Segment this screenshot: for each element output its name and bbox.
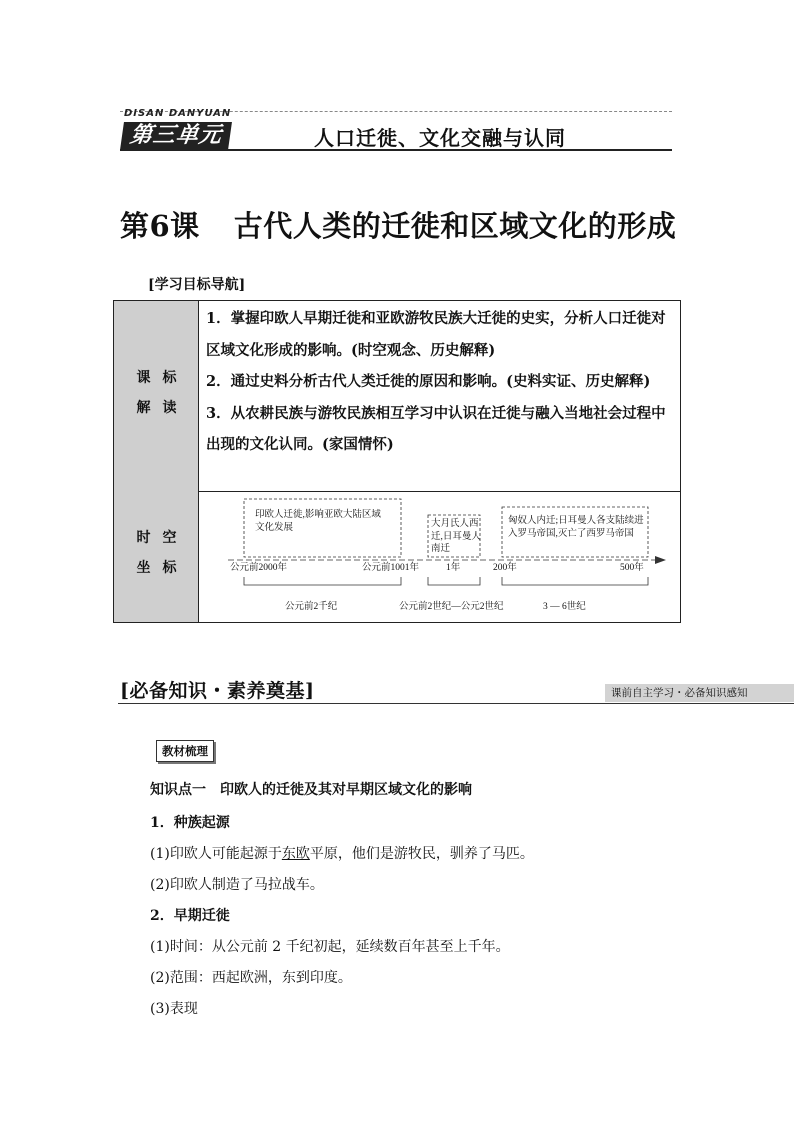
- knowledge-heading-1: 1．种族起源: [150, 815, 230, 831]
- curriculum-row: [114, 301, 680, 492]
- curriculum-label-cell: [114, 301, 199, 491]
- unit-badge: 第三单元: [120, 122, 232, 150]
- timeline-box-1-text: 印欧人迁徙,影响亚欧大陆区域文化发展: [255, 510, 381, 533]
- timeline-row: [114, 491, 680, 622]
- era-bracket-1: [244, 577, 401, 585]
- timeline-box-2-text: 大月氏人西迁,日耳曼人南迁: [431, 519, 481, 554]
- lesson-name: 古代人类的迁徙和区域文化的形成: [233, 209, 677, 243]
- timeline-label-cell: [114, 491, 199, 622]
- era-label-3: 3 — 6世纪: [543, 602, 586, 612]
- knowledge-point-title: 知识点一 印欧人的迁徙及其对早期区域文化的影响: [150, 782, 472, 798]
- p1-pre: (1)印欧人可能起源于: [150, 846, 282, 862]
- goal-item-3: 3．从农耕民族与游牧民族相互学习中认识在迁徙与融入当地社会过程中出现的文化认同。(家国情怀): [206, 404, 666, 453]
- section-header: [必备知识・素养奠基]: [120, 680, 315, 702]
- era-label-1: 公元前2千纪: [285, 602, 338, 612]
- era-bracket-3: [502, 577, 648, 585]
- knowledge-heading-2: 2．早期迁徙: [150, 908, 230, 924]
- tick-label-500ad: 500年: [620, 563, 644, 573]
- knowledge-paragraph-3: (1)时间：从公元前 2 千纪初起，延续数百年甚至上千年。: [150, 939, 510, 955]
- lesson-title: [120, 204, 676, 245]
- section-rule: [118, 703, 794, 704]
- timeline-label: [114, 523, 199, 583]
- curriculum-label: [114, 363, 199, 423]
- tick-label-1001bc: 公元前1001年: [362, 563, 420, 573]
- timeline-box-3-text: 匈奴人内迁;日耳曼人各支陆续进入罗马帝国,灭亡了西罗马帝国: [508, 516, 644, 539]
- timeline-label-text: 时空坐标: [136, 530, 189, 576]
- tick-label-1ad: 1年: [446, 563, 461, 573]
- textbook-outline-tag: 教材梳理: [156, 740, 214, 762]
- tick-label-2000bc: 公元前2000年: [230, 563, 288, 573]
- unit-banner: [120, 108, 672, 156]
- unit-title: 人口迁徙、文化交融与认同: [314, 126, 566, 150]
- p1-post: 平原，他们是游牧民，驯养了马匹。: [309, 846, 534, 862]
- lesson-number: 第6课: [120, 209, 200, 243]
- timeline-arrow: [655, 556, 666, 564]
- goal-item-1: 1．掌握印欧人早期迁徙和亚欧游牧民族大迁徙的史实，分析人口迁徙对区域文化形成的影响。(时空观念、历史解释): [206, 310, 666, 359]
- tick-label-200ad: 200年: [493, 563, 517, 573]
- unit-pinyin: DISAN DANYUAN: [124, 108, 232, 119]
- banner-bottom-rule: [120, 149, 672, 151]
- goals-list: [206, 303, 676, 461]
- era-label-2: 公元前2世纪—公元2世纪: [399, 602, 504, 612]
- knowledge-paragraph-4: (2)范围：西起欧洲，东到印度。: [150, 970, 352, 986]
- p1-underlined: 东欧: [281, 846, 310, 862]
- goal-item-2: 2．通过史料分析古代人类迁徙的原因和影响。(史料实证、历史解释): [206, 373, 651, 390]
- knowledge-paragraph-1: [150, 845, 534, 863]
- learning-goals-table: [113, 300, 681, 623]
- section-side-tag: 课前自主学习・必备知识感知: [605, 684, 794, 702]
- era-bracket-2: [428, 577, 480, 585]
- knowledge-paragraph-2: (2)印欧人制造了马拉战车。: [150, 877, 324, 893]
- knowledge-paragraph-5: (3)表现: [150, 1001, 198, 1017]
- timeline-diagram: [200, 491, 680, 622]
- curriculum-label-text: 课标解读: [136, 370, 189, 416]
- learning-goals-nav-label: [学习目标导航]: [148, 277, 246, 293]
